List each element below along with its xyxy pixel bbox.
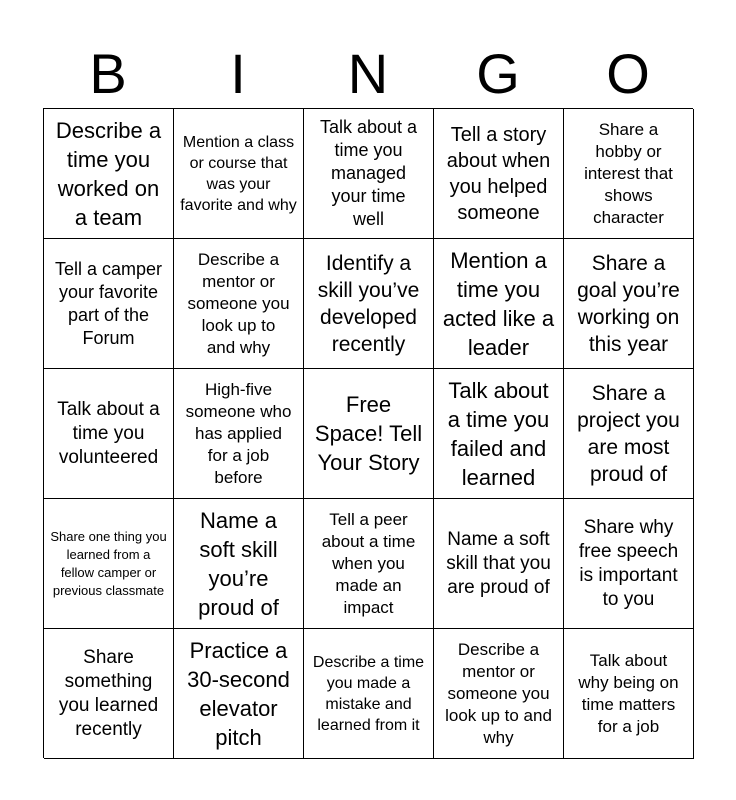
bingo-cell[interactable]	[174, 499, 304, 629]
cell-text: Name a soft skill you’re proud of	[198, 507, 279, 620]
bingo-cell[interactable]	[564, 629, 694, 759]
cell-text: Mention a time you acted like a leader	[442, 247, 555, 360]
cell-text: Mention a class or course that was your favorite and why	[180, 133, 297, 214]
bingo-cell[interactable]	[174, 109, 304, 239]
bingo-cell[interactable]	[564, 499, 694, 629]
bingo-cell[interactable]	[564, 239, 694, 369]
bingo-cell[interactable]	[174, 239, 304, 369]
cell-text: Share a goal you’re working on this year	[577, 251, 680, 356]
bingo-cell[interactable]	[434, 109, 564, 239]
cell-text: Describe a mentor or someone you look up to and why	[187, 249, 290, 357]
bingo-cell[interactable]	[174, 629, 304, 759]
cell-text: Describe a time you worked on a team	[55, 117, 162, 230]
header-letter-g: G	[476, 42, 520, 105]
bingo-cell[interactable]	[434, 499, 564, 629]
bingo-cell[interactable]	[304, 629, 434, 759]
bingo-cell[interactable]	[304, 369, 434, 499]
bingo-cell[interactable]	[564, 369, 694, 499]
header-letter-b: B	[89, 42, 127, 105]
bingo-cell[interactable]	[44, 109, 174, 239]
cell-text: High-five someone who has applied for a job before	[185, 379, 292, 487]
cell-text: Free Space! Tell Your Story	[314, 392, 423, 475]
bingo-header	[43, 40, 693, 108]
bingo-cell[interactable]	[44, 499, 174, 629]
cell-text: Talk about a time you failed and learned	[447, 377, 550, 490]
bingo-cell[interactable]	[44, 369, 174, 499]
cell-text: Talk about a time you volunteered	[57, 398, 160, 468]
cell-text: Share why free speech is important to you	[578, 516, 679, 610]
header-letter-o: O	[606, 42, 650, 105]
cell-text: Identify a skill you’ve developed recently	[317, 251, 420, 356]
cell-text: Tell a peer about a time when you made an impact	[321, 509, 416, 617]
cell-text: Practice a 30-second elevator pitch	[187, 637, 290, 750]
cell-text: Talk about why being on time matters for a job	[578, 650, 679, 736]
bingo-cell[interactable]	[304, 109, 434, 239]
cell-text: Talk about a time you managed your time well	[319, 117, 418, 229]
bingo-cell[interactable]	[174, 369, 304, 499]
bingo-cell[interactable]	[304, 239, 434, 369]
cell-text: Tell a camper your favorite part of the Forum	[54, 258, 163, 348]
bingo-cell[interactable]	[434, 239, 564, 369]
cell-text: Share one thing you learned from a fellow camper or previous classmate	[50, 528, 167, 598]
cell-text: Share a hobby or interest that shows character	[584, 119, 673, 227]
header-letter-n: N	[347, 42, 389, 105]
cell-text: Share something you learned recently	[58, 646, 159, 740]
bingo-cell[interactable]	[564, 109, 694, 239]
bingo-cell[interactable]	[434, 629, 564, 759]
cell-text: Tell a story about when you helped someone	[446, 123, 551, 224]
bingo-cell[interactable]	[44, 239, 174, 369]
header-letter-i: I	[230, 42, 246, 105]
bingo-grid	[43, 108, 693, 758]
cell-text: Describe a mentor or someone you look up to and why	[445, 639, 552, 747]
cell-text: Share a project you are most proud of	[577, 381, 680, 486]
cell-text: Describe a time you made a mistake and learned from it	[312, 653, 425, 734]
bingo-cell[interactable]	[44, 629, 174, 759]
bingo-cell[interactable]	[434, 369, 564, 499]
bingo-cell[interactable]	[304, 499, 434, 629]
cell-text: Name a soft skill that you are proud of	[446, 528, 551, 598]
